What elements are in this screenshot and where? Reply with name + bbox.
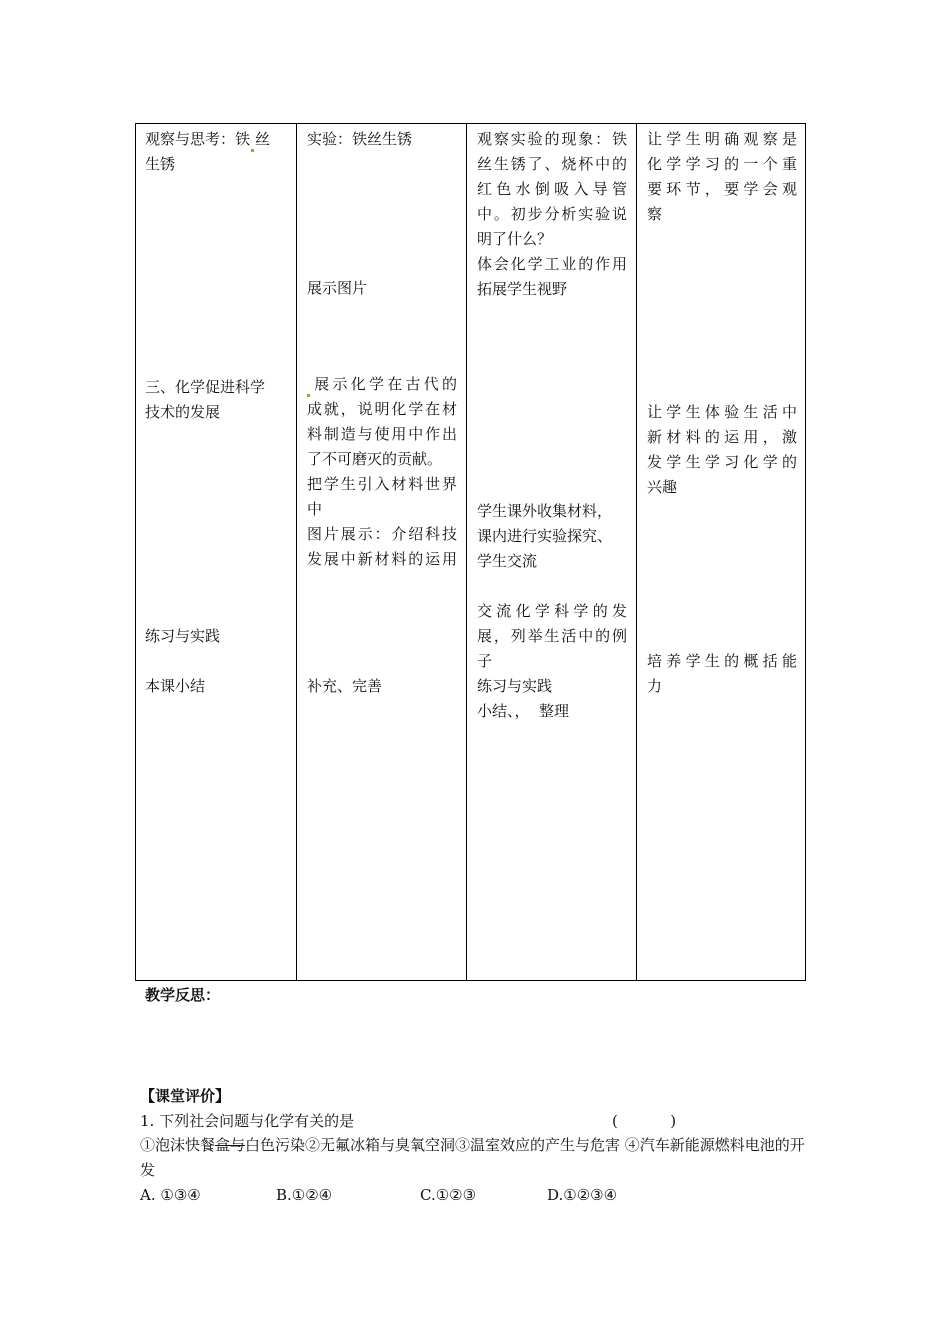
observe-think-block: 观察与思考：铁 丝 生锈 (145, 130, 271, 173)
intent-observe-block: 让学生明确观察是 化学学习的一个重 要环节，要学会观 察 (647, 130, 797, 223)
question-items: ①泡沫快餐盒与白色污染②无氟冰箱与臭氧空洞③温室效应的产生与危害 ④汽车新能源燃料电池的开发 (140, 1136, 805, 1179)
table-row (136, 124, 806, 981)
design-intent-cell (637, 124, 806, 981)
supplement-label: 补充、完善 (307, 677, 383, 695)
summary-label: 本课小结 (145, 677, 206, 695)
struck-text: 盒与 (215, 1136, 246, 1154)
practice-label: 练习与实践 (145, 627, 221, 645)
collect-materials-block: 学生课外收集材料， 课内进行实验探究、 学生交流 (477, 502, 613, 570)
intent-materials-block: 让学生体验生活中 新材料的运用，激 发学生学习化学的 兴趣 (647, 403, 797, 496)
show-pictures-label: 展示图片 (307, 279, 368, 297)
ancient-achievement-block: 展示化学在古代的 成就，说明化学在材 料制造与使用中作出 了不可磨灭的贡献。 把学生引入材料世界 中 图片展示：介绍科技 发展中新材料的运用 (307, 375, 457, 568)
observe-phenomenon-block: 观察实验的现象：铁 丝生锈了、烧杯中的 红色水倒吸入导管 中。初步分析实验说 明了什么？ 体会化学工业的作用 拓展学生视野 (477, 130, 627, 298)
option-b: B.①②④ (276, 1186, 333, 1204)
experiment-label: 实验：铁丝生锈 (307, 130, 413, 148)
lesson-plan-table (135, 123, 806, 981)
student-activity-cell (467, 124, 637, 981)
reflection-label: 教学反思： (145, 986, 221, 1004)
option-c: C.①②③ (420, 1186, 477, 1204)
content-cell (136, 124, 297, 981)
exchange-block: 交流化学科学的发 展，列举生活中的例 子 练习与实践 小结、， 整理 (477, 602, 627, 720)
option-a: A. ①③④ (140, 1186, 201, 1204)
question-stem: 1. 下列社会问题与化学有关的是 (140, 1112, 355, 1130)
option-d: D.①②③④ (547, 1186, 618, 1204)
edit-mark-icon (251, 149, 254, 152)
answer-blank: ( ) (612, 1112, 677, 1130)
section-three-heading: 三、化学促进科学 技术的发展 (145, 378, 266, 421)
evaluation-title: 【课堂评价】 (140, 1087, 231, 1105)
intent-summary-block: 培养学生的概括能 力 (647, 652, 797, 695)
teacher-activity-cell (297, 124, 467, 981)
